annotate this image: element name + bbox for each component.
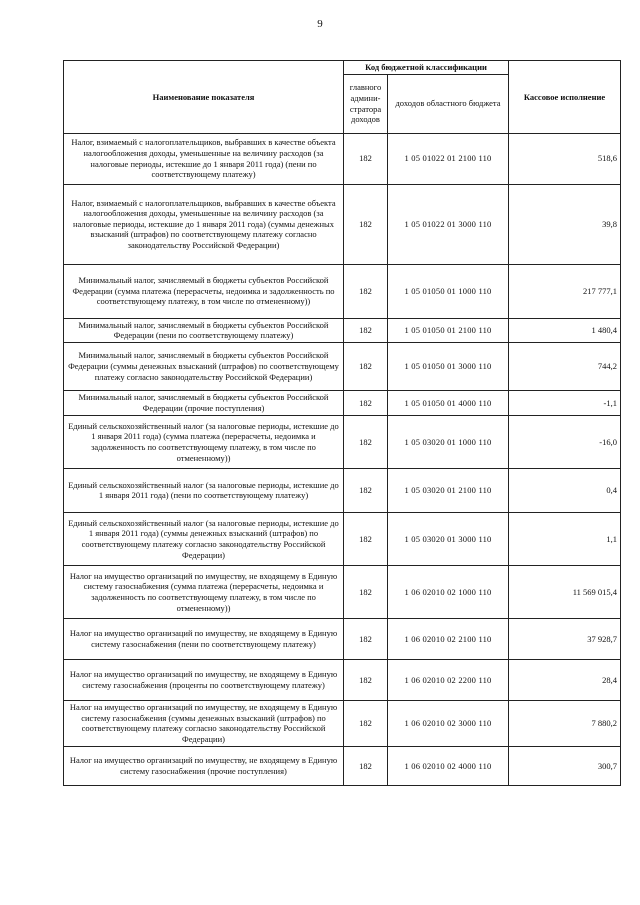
table-row bbox=[64, 512, 621, 565]
row-amount: 1 480,4 bbox=[509, 318, 621, 342]
row-name: Налог на имущество организаций по имуществу, не входящему в Единую систему газоснабжения (проценты по соответствующему платежу) bbox=[64, 659, 344, 700]
row-admin-code: 182 bbox=[344, 342, 388, 390]
row-amount: 1,1 bbox=[509, 512, 621, 565]
header-income: доходов областного бюджета bbox=[388, 74, 509, 133]
row-budget-code: 1 05 03020 01 3000 110 bbox=[388, 512, 509, 565]
row-amount: -16,0 bbox=[509, 415, 621, 468]
row-name: Единый сельскохозяйственный налог (за налоговые периоды, истекшие до 1 января 2011 года) (сумма платежа (перерасчеты, недоимка и задолженность по соответствующему платежу, в том числе по отмененному)) bbox=[64, 415, 344, 468]
row-amount: 300,7 bbox=[509, 746, 621, 785]
table-row bbox=[64, 415, 621, 468]
table-row bbox=[64, 746, 621, 785]
row-name: Единый сельскохозяйственный налог (за налоговые периоды, истекшие до 1 января 2011 года) (суммы денежных взысканий (штрафов) по соответствующему платежу согласно законодательству Российской Федерации) bbox=[64, 512, 344, 565]
row-name: Налог, взимаемый с налогоплательщиков, выбравших в качестве объекта налогообложения доходы, уменьшенные на величину расходов (за налоговые периоды, истекшие до 1 января 2011 года) (суммы денежных взысканий (штрафов) по соответствующему платежу согласно законодательству Российской Федерации) bbox=[64, 184, 344, 264]
row-amount: -1,1 bbox=[509, 390, 621, 415]
row-amount: 37 928,7 bbox=[509, 618, 621, 659]
page-number: 9 bbox=[317, 18, 323, 30]
row-admin-code: 182 bbox=[344, 746, 388, 785]
row-budget-code: 1 05 01050 01 1000 110 bbox=[388, 264, 509, 318]
row-budget-code: 1 06 02010 02 2100 110 bbox=[388, 618, 509, 659]
table-row bbox=[64, 390, 621, 415]
table-row bbox=[64, 565, 621, 618]
row-admin-code: 182 bbox=[344, 390, 388, 415]
row-admin-code: 182 bbox=[344, 618, 388, 659]
row-budget-code: 1 06 02010 02 3000 110 bbox=[388, 700, 509, 746]
row-budget-code: 1 06 02010 02 1000 110 bbox=[388, 565, 509, 618]
row-admin-code: 182 bbox=[344, 133, 388, 184]
row-admin-code: 182 bbox=[344, 415, 388, 468]
row-budget-code: 1 05 01022 01 2100 110 bbox=[388, 133, 509, 184]
row-name: Минимальный налог, зачисляемый в бюджеты субъектов Российской Федерации (пени по соответствующему платежу) bbox=[64, 318, 344, 342]
row-name: Налог на имущество организаций по имуществу, не входящему в Единую систему газоснабжения (пени по соответствующему платежу) bbox=[64, 618, 344, 659]
table-row bbox=[64, 264, 621, 318]
row-name: Налог на имущество организаций по имуществу, не входящему в Единую систему газоснабжения (прочие поступления) bbox=[64, 746, 344, 785]
header-admin: главного админи-стратора доходов bbox=[344, 74, 388, 133]
row-budget-code: 1 06 02010 02 2200 110 bbox=[388, 659, 509, 700]
row-budget-code: 1 05 01050 01 4000 110 bbox=[388, 390, 509, 415]
table-row bbox=[64, 700, 621, 746]
row-budget-code: 1 06 02010 02 4000 110 bbox=[388, 746, 509, 785]
row-admin-code: 182 bbox=[344, 700, 388, 746]
row-budget-code: 1 05 01050 01 3000 110 bbox=[388, 342, 509, 390]
budget-revenue-table bbox=[63, 60, 621, 786]
table-row bbox=[64, 618, 621, 659]
row-name: Минимальный налог, зачисляемый в бюджеты субъектов Российской Федерации (сумма платежа (перерасчеты, недоимка и задолженность по соответствующему платежу, в том числе по отмененному)) bbox=[64, 264, 344, 318]
row-name: Минимальный налог, зачисляемый в бюджеты субъектов Российской Федерации (суммы денежных взысканий (штрафов) по соответствующему платежу согласно законодательству Российской Федерации) bbox=[64, 342, 344, 390]
row-amount: 11 569 015,4 bbox=[509, 565, 621, 618]
row-budget-code: 1 05 03020 01 2100 110 bbox=[388, 468, 509, 512]
table-row bbox=[64, 184, 621, 264]
row-admin-code: 182 bbox=[344, 264, 388, 318]
row-amount: 28,4 bbox=[509, 659, 621, 700]
header-code-group: Код бюджетной классификации bbox=[344, 61, 509, 75]
row-name: Минимальный налог, зачисляемый в бюджеты субъектов Российской Федерации (прочие поступления) bbox=[64, 390, 344, 415]
row-admin-code: 182 bbox=[344, 318, 388, 342]
table-row bbox=[64, 659, 621, 700]
row-amount: 0,4 bbox=[509, 468, 621, 512]
row-admin-code: 182 bbox=[344, 184, 388, 264]
row-admin-code: 182 bbox=[344, 512, 388, 565]
row-admin-code: 182 bbox=[344, 659, 388, 700]
header-indicator: Наименование показателя bbox=[64, 61, 344, 134]
table-row bbox=[64, 133, 621, 184]
row-name: Налог на имущество организаций по имуществу, не входящему в Единую систему газоснабжения (суммы денежных взысканий (штрафов) по соответствующему платежу согласно законодательству Российской Федерации) bbox=[64, 700, 344, 746]
table-row bbox=[64, 342, 621, 390]
table-row bbox=[64, 468, 621, 512]
row-budget-code: 1 05 03020 01 1000 110 bbox=[388, 415, 509, 468]
row-amount: 518,6 bbox=[509, 133, 621, 184]
row-amount: 39,8 bbox=[509, 184, 621, 264]
row-budget-code: 1 05 01022 01 3000 110 bbox=[388, 184, 509, 264]
table-row bbox=[64, 318, 621, 342]
row-amount: 7 880,2 bbox=[509, 700, 621, 746]
row-admin-code: 182 bbox=[344, 565, 388, 618]
header-execution: Кассовое исполнение bbox=[509, 61, 621, 134]
row-amount: 744,2 bbox=[509, 342, 621, 390]
row-name: Налог на имущество организаций по имуществу, не входящему в Единую систему газоснабжения (сумма платежа (перерасчеты, недоимка и задолженность по соответствующему платежу, в том числе по отмененному)) bbox=[64, 565, 344, 618]
row-admin-code: 182 bbox=[344, 468, 388, 512]
row-name: Единый сельскохозяйственный налог (за налоговые периоды, истекшие до 1 января 2011 года) (пени по соответствующему платежу) bbox=[64, 468, 344, 512]
row-amount: 217 777,1 bbox=[509, 264, 621, 318]
table-body bbox=[64, 133, 621, 785]
row-name: Налог, взимаемый с налогоплательщиков, выбравших в качестве объекта налогообложения доходы, уменьшенные на величину расходов (за налоговые периоды, истекшие до 1 января 2011 года) (пени по соответствующему платежу) bbox=[64, 133, 344, 184]
row-budget-code: 1 05 01050 01 2100 110 bbox=[388, 318, 509, 342]
